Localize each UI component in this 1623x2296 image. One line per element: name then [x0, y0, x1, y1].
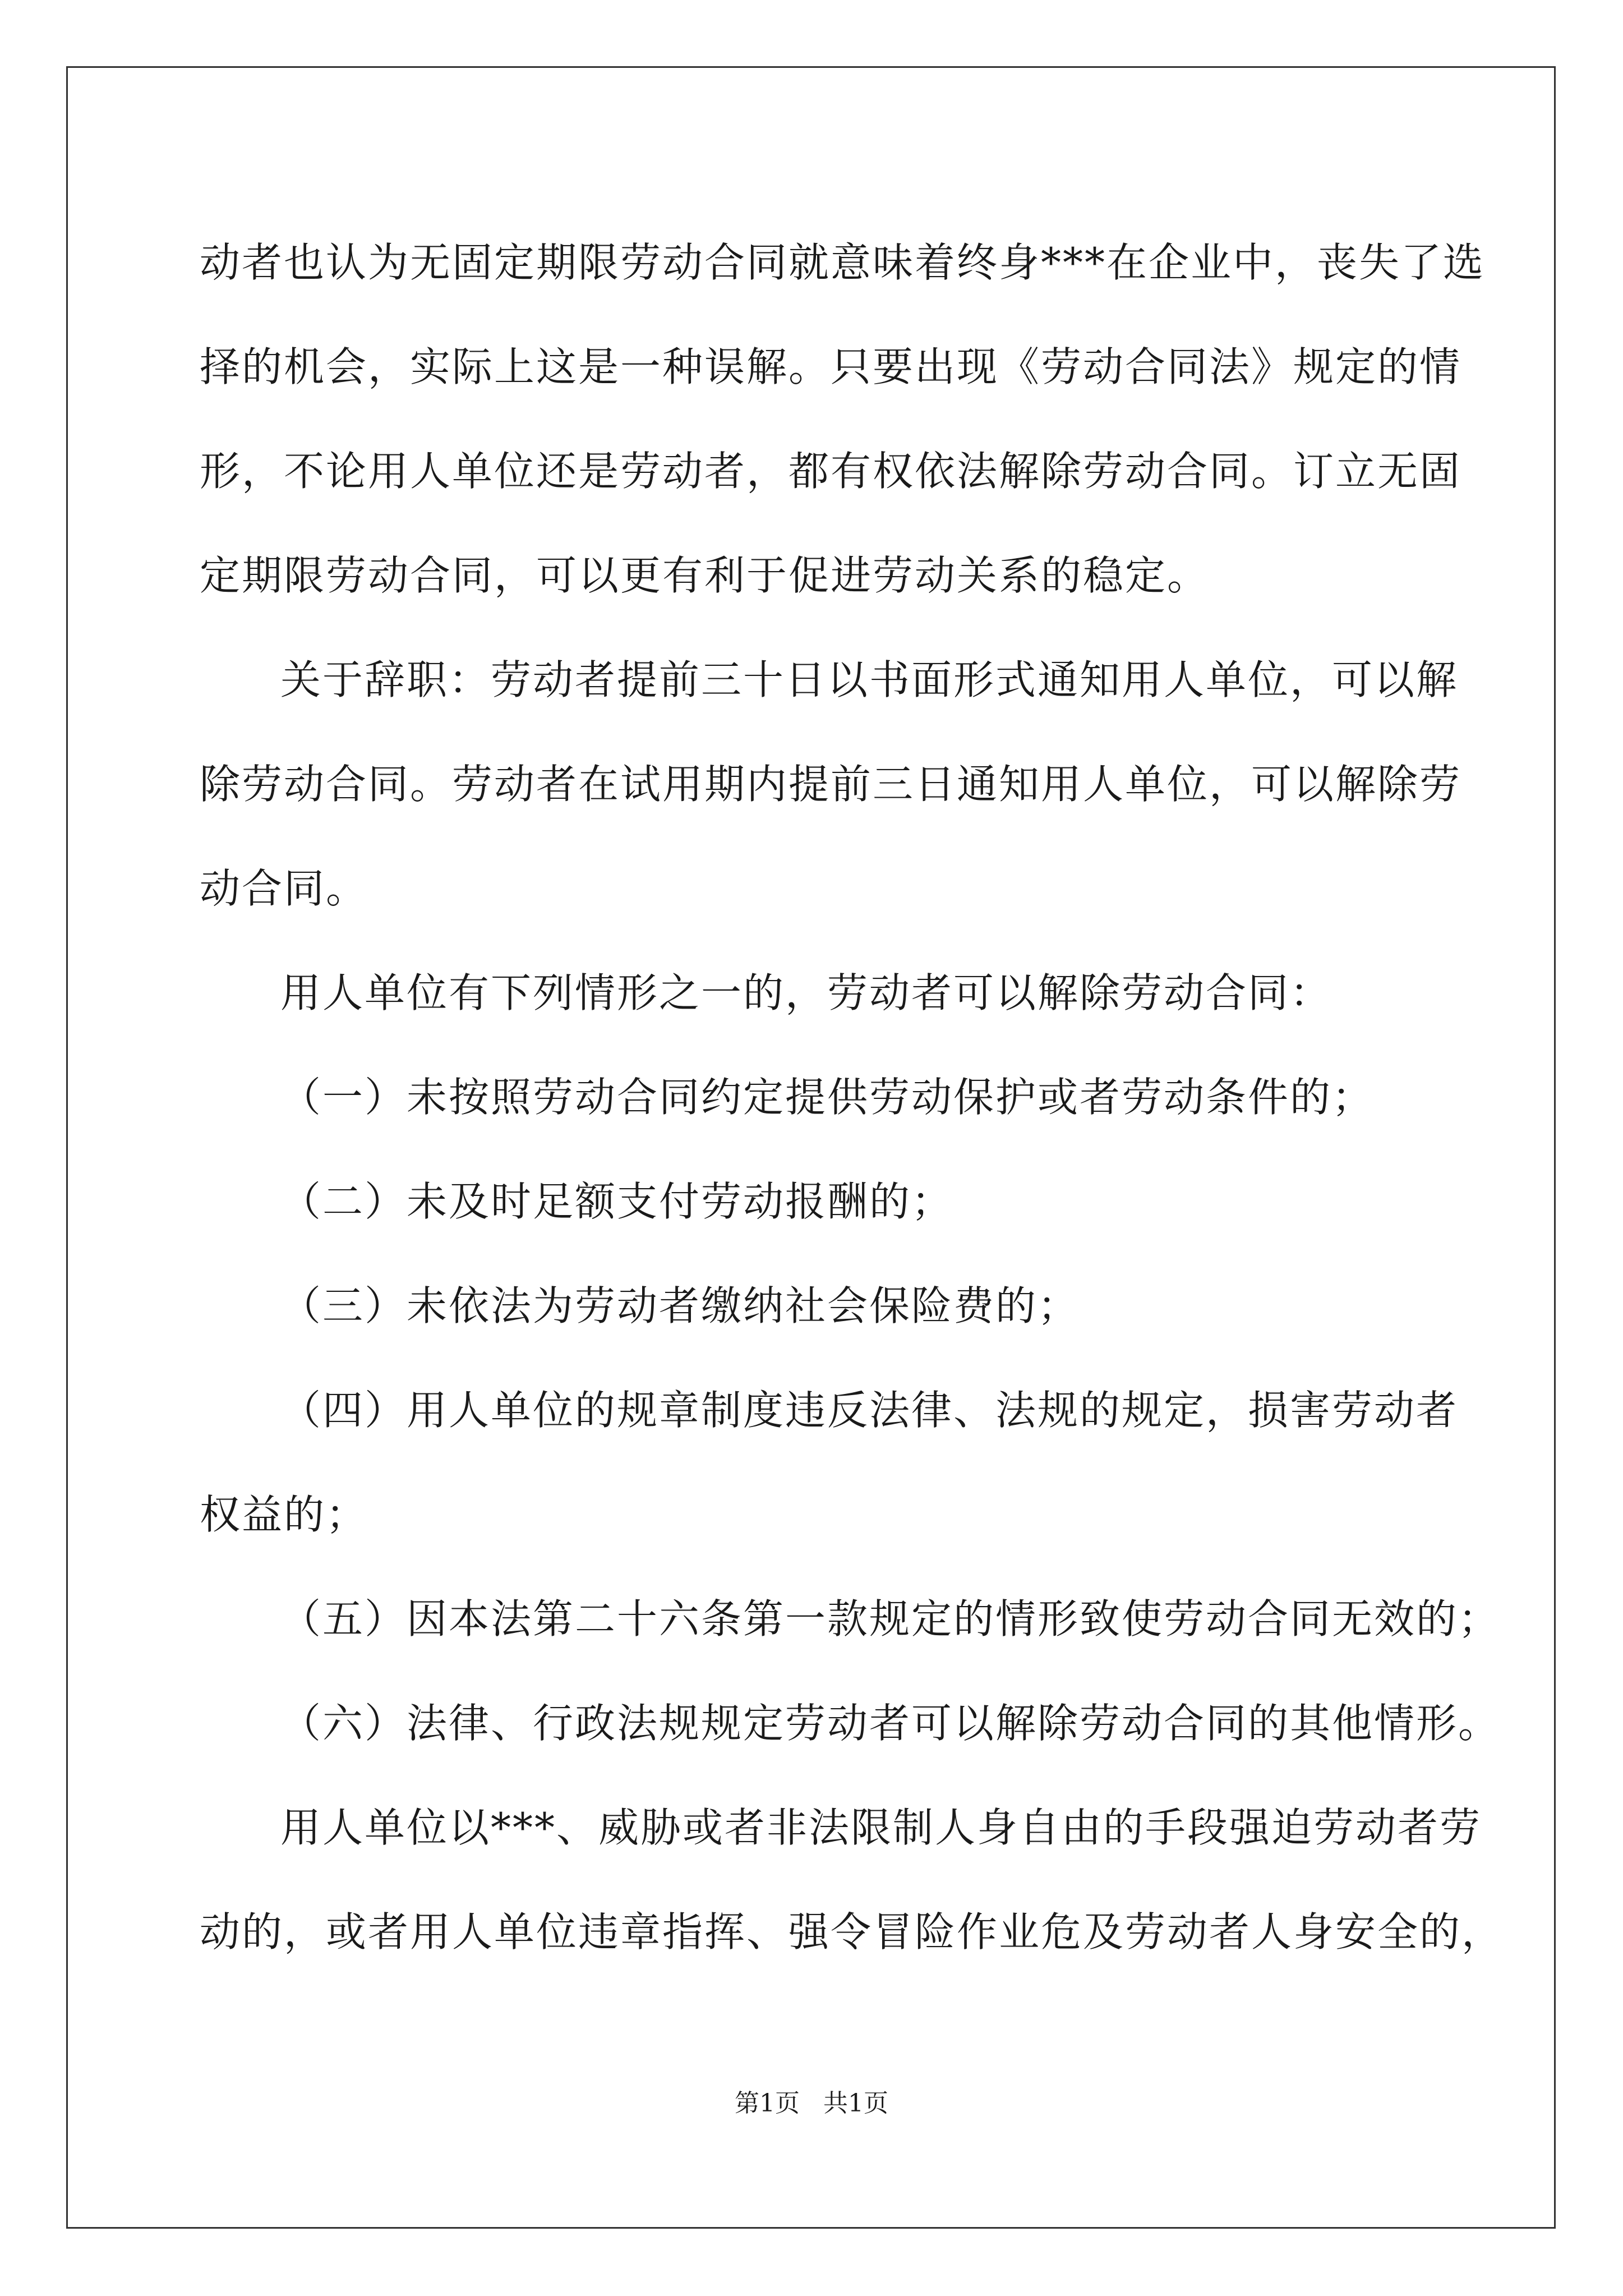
text-line: 用人单位以***、威胁或者非法限制人身自由的手段强迫劳动者劳	[280, 1804, 1482, 1851]
text-line: （五）因本法第二十六条第一款规定的情形致使劳动合同无效的；	[280, 1595, 1501, 1642]
page-footer: 第1页 共1页	[735, 2089, 888, 2118]
text-line: 除劳动合同。劳动者在试用期内提前三日通知用人单位，可以解除劳	[200, 761, 1462, 808]
text-line: 形，不论用人单位还是劳动者，都有权依法解除劳动合同。订立无固	[200, 448, 1462, 495]
text-line: （一）未按照劳动合同约定提供劳动保护或者劳动条件的；	[280, 1074, 1375, 1121]
text-line: 动者也认为无固定期限劳动合同就意味着终身***在企业中，丧失了选	[200, 239, 1486, 286]
text-line: 择的机会，实际上这是一种误解。只要出现《劳动合同法》规定的情	[200, 343, 1462, 390]
text-line: 关于辞职：劳动者提前三十日以书面形式通知用人单位，可以解	[280, 656, 1459, 703]
text-line: 动合同。	[200, 865, 368, 912]
text-line: （六）法律、行政法规规定劳动者可以解除劳动合同的其他情形。	[280, 1700, 1501, 1747]
text-line: 定期限劳动合同，可以更有利于促进劳动关系的稳定。	[200, 552, 1210, 599]
text-line: 动的，或者用人单位违章指挥、强令冒险作业危及劳动者人身安全的，	[200, 1908, 1504, 1955]
text-line: 权益的；	[200, 1491, 368, 1538]
text-line: （四）用人单位的规章制度违反法律、法规的规定，损害劳动者	[280, 1387, 1459, 1434]
text-line: 用人单位有下列情形之一的，劳动者可以解除劳动合同：	[280, 969, 1332, 1016]
document-body	[200, 210, 1504, 1984]
text-line: （三）未依法为劳动者缴纳社会保险费的；	[280, 1282, 1080, 1329]
text-line: （二）未及时足额支付劳动报酬的；	[280, 1178, 954, 1225]
